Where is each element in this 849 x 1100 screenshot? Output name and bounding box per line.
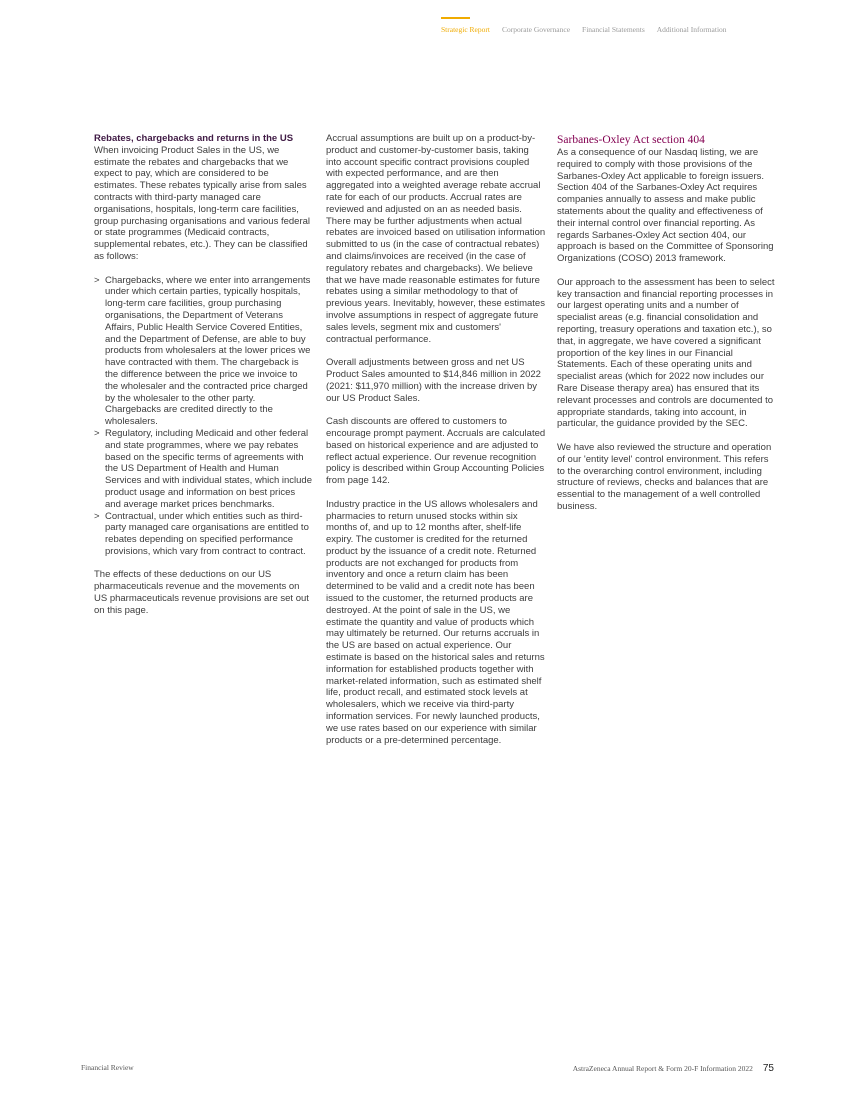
bullet-marker: > (94, 274, 100, 286)
rebates-closing: The effects of these deductions on our US pharmaceuticals revenue and the movements on US pharmaceuticals revenue provisions are set out on this page. (94, 569, 309, 616)
list-item (94, 275, 312, 428)
rebates-intro: When invoicing Product Sales in the US, we estimate the rebates and chargebacks that we expect to pay, which are considered to be estimates. These rebates typically arise from sales contracts with third-party managed care organisations, hospitals, long-term care facilities, group purchasing organisations and various federal or state programmes (Medicaid contracts, supplemental rebates, etc.). They can be classified as follows: (94, 144, 310, 262)
accruals-paragraph-3: Cash discounts are offered to customers to encourage prompt payment. Accruals are calculated based on historical experience and are adjusted to reflect actual experience. Our revenue recognition policy is described within Group Accounting Policies from page 142. (326, 416, 546, 487)
bullet-text: Regulatory, including Medicaid and other federal and state programmes, where we pay rebates based on the specific terms of agreements with the US Department of Health and Human Services and with individual states, which include product usage and information on best prices and average market prices benchmarks. (105, 427, 312, 510)
rebates-list (94, 275, 312, 558)
bullet-marker: > (94, 427, 100, 439)
tab-corporate-governance[interactable]: Corporate Governance (501, 25, 571, 34)
section-nav (441, 17, 739, 34)
page-number: 75 (762, 1063, 774, 1074)
accruals-paragraph-2: Overall adjustments between gross and net US Product Sales amounted to $14,846 million in 2022 (2021: $11,970 million) with the increase driven by our US Product Sales. (326, 357, 541, 404)
accruals-paragraph-1: Accrual assumptions are built up on a product-by-product and customer-by-customer basis, taking into account specific contract provisions coupled with expected performance, and are then aggregated into a weighted average rebate accrual rate for each of our products. Accrual rates are reviewed and adjusted on an as needed basis. There may be further adjustments when actual rebates are invoiced based on utilisation information submitted to us (in the case of contractual rebates) and claims/invoices are received (in the case of regulatory rebates and chargebacks). We believe that we have made reasonable estimates for future rebates using a similar methodology to that of previous years. Inevitably, however, these estimates involve assumptions in respect of aggregate future sales levels, segment mix and customers' contractual performance. (326, 133, 546, 345)
publication-title: AstraZeneca Annual Report & Form 20-F Information 2022 (572, 1064, 753, 1073)
list-item (94, 511, 312, 558)
tab-financial-statements[interactable]: Financial Statements (582, 25, 645, 34)
footer-section-label: Financial Review (81, 1063, 134, 1072)
tab-additional-information[interactable]: Additional Information (656, 25, 727, 34)
sox-paragraph-2: Our approach to the assessment has been to select key transaction and financial reporting processes in our largest operating units and a number of specialist areas (e.g. financial consolidation and reporting, treasury operations and taxation etc.), so that, in aggregate, we have covered a significant proportion of the key lines in our Financial Statements. Each of these operating units and specialist areas (which for 2022 now includes our Rare Disease therapy area) has ensured that its relevant processes and controls are documented to appropriate standards, taking into account, in particular, the guidance provided by the SEC. (557, 276, 775, 430)
bullet-marker: > (94, 510, 100, 522)
column-sarbanes-oxley (557, 133, 775, 513)
sox-heading: Sarbanes-Oxley Act section 404 (557, 134, 705, 146)
column-accruals (326, 133, 546, 746)
accruals-paragraph-4: Industry practice in the US allows wholesalers and pharmacies to return unused stocks within six months of, and up to 12 months after, shelf-life expiry. The customer is credited for the returned product by the issuance of a credit note. Returned products are not exchanged for products from inventory and once a return claim has been determined to be valid and a credit note has been issued to the customer, the returned products are destroyed. At the point of sale in the US, we estimate the quantity and value of products which may ultimately be returned. Our returns accruals in the US are based on actual experience. Our estimate is based on the historical sales and returns information for established products together with market-related information, such as estimated shelf life, product recall, and estimated stock levels at wholesalers, which we receive via third-party information services. For newly launched products, we use rates based on our experience with similar products or a pre-determined percentage. (326, 498, 545, 746)
sox-paragraph-3: We have also reviewed the structure and operation of our 'entity level' control environment. This refers to the overarching control environment, including structure of reviews, checks and balances that are essential to the management of a well controlled business. (557, 441, 772, 512)
bullet-text: Contractual, under which entities such as third-party managed care organisations are entitled to rebates depending on specified performance provisions, which vary from contract to contract. (105, 510, 309, 557)
bullet-text: Chargebacks, where we enter into arrangements under which certain parties, typically hospitals, long-term care facilities, group purchasing organisations, the Department of Veterans Affairs, Public Health Service Covered Entities, and the Department of Defense, are able to buy products from wholesalers at the lower prices we have contracted with them. The chargeback is the difference between the price we invoice to the wholesaler and the contracted price charged by the wholesaler to the other party. Chargebacks are credited directly to the wholesalers. (105, 274, 311, 428)
footer-publication (573, 1063, 774, 1074)
rebates-heading: Rebates, chargebacks and returns in the US (94, 133, 294, 144)
column-rebates (94, 133, 312, 617)
sox-paragraph-1: As a consequence of our Nasdaq listing, we are required to comply with those provisions of the Sarbanes-Oxley Act applicable to foreign issuers. Section 404 of the Sarbanes-Oxley Act requires companies annually to assess and make public statements about the quality and effectiveness of their internal control over financial reporting. As regards Sarbanes-Oxley Act section 404, our approach is based on the Committee of Sponsoring Organizations (COSO) 2013 framework. (557, 147, 774, 265)
list-item (94, 428, 312, 511)
tab-strategic-report[interactable]: Strategic Report (441, 17, 490, 34)
